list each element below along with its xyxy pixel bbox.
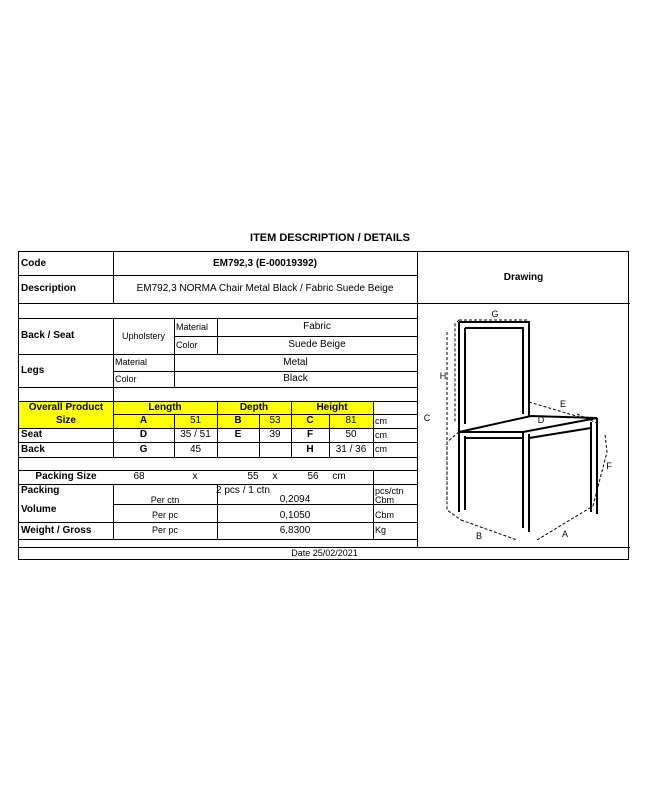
legs-material-value: Metal <box>283 356 308 368</box>
seat-d-value: 35 / 51 <box>180 429 211 440</box>
drawing-letter-f: F <box>606 460 612 471</box>
back-label: Back <box>21 443 45 455</box>
packing-size-label: Packing Size <box>35 471 97 482</box>
volume-per-pc-value: 0,1050 <box>279 509 311 521</box>
overall-size-label-1: Overall Product <box>28 402 104 413</box>
code-value: EM792,3 (E-00019392) <box>213 257 317 269</box>
seat-d-letter: D <box>139 429 148 440</box>
seat-e-letter: E <box>234 429 242 440</box>
drawing-letter-d: D <box>537 414 545 425</box>
packing-size-x2: x <box>272 471 278 482</box>
weight-label: Weight / Gross <box>21 524 92 536</box>
back-h-value: 31 / 36 <box>335 443 367 455</box>
legs-color-label: Color <box>115 373 137 384</box>
packing-unit: pcs/ctn <box>375 485 404 496</box>
weight-per-pc-label: Per pc <box>151 525 178 535</box>
seat-e-value: 39 <box>269 429 281 440</box>
description-label: Description <box>21 283 77 294</box>
seat-f-value: 50 <box>345 429 357 440</box>
volume-label: Volume <box>21 504 57 515</box>
drawing-letter-g: G <box>491 308 499 319</box>
packing-size-height: 56 <box>307 471 319 482</box>
back-h-letter: H <box>306 443 314 455</box>
overall-c-value: 81 <box>345 415 357 426</box>
packing-label: Packing <box>21 485 60 496</box>
back-seat-material-label: Material <box>176 321 209 332</box>
drawing-letter-b: B <box>475 530 482 541</box>
depth-header: Depth <box>239 401 269 413</box>
back-g-letter: G <box>139 443 148 455</box>
legs-color-value: Black <box>283 373 308 384</box>
drawing-letter-a: A <box>561 528 568 539</box>
volume-per-ctn-value: 0,2094 <box>279 494 311 505</box>
spec-sheet <box>18 251 629 560</box>
volume-per-ctn-label: Per ctn <box>150 494 180 505</box>
legs-material-label: Material <box>115 357 148 367</box>
overall-c-letter: C <box>306 415 314 426</box>
packing-size-length: 68 <box>133 471 145 482</box>
chair-drawing-svg <box>417 252 630 561</box>
page-title: ITEM DESCRIPTION / DETAILS <box>250 232 410 244</box>
volume-per-pc-unit: Cbm <box>375 510 395 520</box>
upholstery-label: Upholstery <box>121 330 166 341</box>
legs-label: Legs <box>21 364 45 376</box>
seat-f-letter: F <box>306 429 314 440</box>
overall-b-letter: B <box>234 415 242 426</box>
packing-size-width: 55 <box>247 471 259 482</box>
chair-drawing <box>417 252 630 561</box>
date-footer: Date 25/02/2021 <box>291 548 358 558</box>
overall-size-label-2: Size <box>55 415 76 426</box>
drawing-letter-h: H <box>439 370 447 381</box>
code-label: Code <box>21 257 46 269</box>
drawing-header: Drawing <box>503 272 544 283</box>
length-header: Length <box>148 401 182 413</box>
overall-a-value: 51 <box>189 415 202 426</box>
back-seat-color-value: Suede Beige <box>288 339 346 350</box>
drawing-letter-e: E <box>559 398 566 409</box>
seat-unit: cm <box>375 429 387 440</box>
description-value: EM792,3 NORMA Chair Metal Black / Fabric Suede Beige <box>136 283 394 294</box>
volume-per-pc-label: Per pc <box>151 510 178 520</box>
back-g-value: 45 <box>189 443 202 455</box>
back-seat-material-value: Fabric <box>303 321 331 332</box>
packing-size-unit: cm <box>332 471 346 482</box>
drawing-letter-c: C <box>423 412 431 423</box>
volume-per-ctn-unit: Cbm <box>375 494 395 505</box>
seat-label: Seat <box>21 429 43 440</box>
packing-value: 2 pcs / 1 ctn <box>216 485 270 496</box>
back-seat-label: Back / Seat <box>21 330 75 341</box>
weight-unit: Kg <box>375 525 387 535</box>
back-seat-color-label: Color <box>176 339 198 350</box>
overall-unit: cm <box>375 415 387 426</box>
overall-a-letter: A <box>139 415 148 426</box>
overall-b-value: 53 <box>269 415 281 426</box>
packing-size-x1: x <box>192 471 198 482</box>
height-header: Height <box>316 401 348 413</box>
back-unit: cm <box>375 444 387 454</box>
weight-value: 6,8300 <box>279 524 311 536</box>
